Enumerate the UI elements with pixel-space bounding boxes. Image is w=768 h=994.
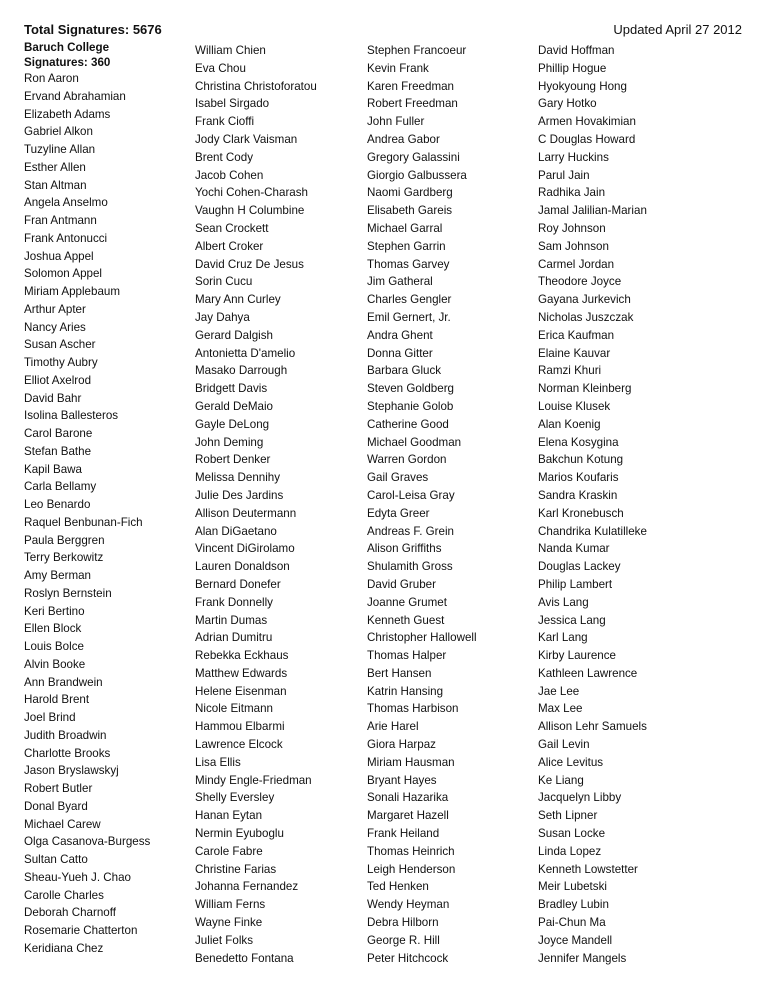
signatory-name: Kenneth Lowstetter bbox=[538, 862, 638, 876]
signatory-name: Radhika Jain bbox=[538, 186, 606, 200]
signatory-name: Isabel Sirgado bbox=[195, 97, 270, 111]
signatory-name: Johanna Fernandez bbox=[195, 880, 299, 894]
signatory-name: Michael Goodman bbox=[367, 435, 462, 449]
signatory-name: Robert Freedman bbox=[367, 97, 458, 111]
signatory-name: Carmel Jordan bbox=[538, 257, 615, 271]
signatory-name: Karl Lang bbox=[538, 631, 588, 645]
signatory-name: Susan Ascher bbox=[24, 338, 96, 352]
signatory-name: Carol Barone bbox=[24, 427, 93, 440]
signatory-name: David Bahr bbox=[24, 391, 82, 405]
signatory-name: Armen Hovakimian bbox=[538, 115, 636, 129]
signatory-name: Catherine Good bbox=[367, 417, 449, 431]
signatory-name: Shelly Eversley bbox=[195, 791, 275, 805]
signatory-name: Julie Des Jardins bbox=[195, 488, 284, 502]
signatory-name: Eva Chou bbox=[195, 61, 246, 75]
signatory-name: Gayle DeLong bbox=[195, 417, 270, 431]
signature-column-3 bbox=[367, 42, 477, 967]
signatory-name: Donal Byard bbox=[24, 799, 88, 813]
signatory-name: Louis Bolce bbox=[24, 640, 84, 653]
signatory-name: Roslyn Bernstein bbox=[24, 586, 112, 600]
signatory-name: Hammou Elbarmi bbox=[195, 720, 285, 734]
signatory-name: Joyce Mandell bbox=[538, 933, 613, 947]
signatory-name: Stephen Francoeur bbox=[367, 44, 467, 57]
signatory-name: Charles Gengler bbox=[367, 293, 452, 307]
signatory-name: Jamal Jalilian-Marian bbox=[538, 204, 647, 218]
signatory-name: Stephen Garrin bbox=[367, 239, 446, 253]
signatory-name: Gary Hotko bbox=[538, 97, 597, 111]
signatory-name: Sandra Kraskin bbox=[538, 488, 618, 502]
signature-column-1 bbox=[24, 40, 150, 958]
signatory-name: Vincent DiGirolamo bbox=[195, 542, 295, 556]
signatory-name: Jason Bryslawskyj bbox=[24, 764, 119, 778]
signatory-name: Jae Lee bbox=[538, 684, 580, 698]
signatory-name: Alan DiGaetano bbox=[195, 524, 277, 538]
signatory-name: David Cruz De Jesus bbox=[195, 257, 304, 271]
signatory-name: Philip Lambert bbox=[538, 577, 613, 591]
signatory-name: Carol-Leisa Gray bbox=[367, 488, 455, 502]
signatory-name: Esther Allen bbox=[24, 160, 86, 174]
signatory-name: Kathleen Lawrence bbox=[538, 666, 638, 680]
signatory-name: Sheau-Yueh J. Chao bbox=[24, 870, 131, 884]
signatory-name: Ke Liang bbox=[538, 773, 584, 787]
signatory-name: C Douglas Howard bbox=[538, 132, 636, 146]
signatory-name: Emil Gernert, Jr. bbox=[367, 310, 451, 324]
signatory-name: Nermin Eyuboglu bbox=[195, 827, 284, 841]
signatory-name: Kevin Frank bbox=[367, 61, 429, 75]
signatory-name: Meir Lubetski bbox=[538, 880, 607, 894]
signatory-name: Gabriel Alkon bbox=[24, 125, 93, 139]
signatory-name: William Chien bbox=[195, 44, 266, 57]
signatory-name: Mary Ann Curley bbox=[195, 293, 281, 307]
signatory-name: Wayne Finke bbox=[195, 916, 263, 930]
signatory-name: Brent Cody bbox=[195, 150, 253, 164]
signatory-name: Carole Fabre bbox=[195, 844, 263, 858]
signatory-name: Olga Casanova-Burgess bbox=[24, 835, 151, 849]
signatory-name: Nicole Eitmann bbox=[195, 702, 273, 716]
signatory-name: Charlotte Brooks bbox=[24, 746, 111, 760]
signatory-name: Keri Bertino bbox=[24, 604, 85, 618]
signatory-name: Bakchun Kotung bbox=[538, 453, 624, 467]
signatory-name: Raquel Benbunan-Fich bbox=[24, 515, 143, 529]
signatory-name: Kenneth Guest bbox=[367, 613, 445, 627]
signatory-name: Helene Eisenman bbox=[195, 684, 287, 698]
signatory-name: Louise Klusek bbox=[538, 399, 611, 413]
signatory-name: Sorin Cucu bbox=[195, 275, 253, 289]
signatory-name: Isolina Ballesteros bbox=[24, 409, 119, 423]
signatory-name: Amy Berman bbox=[24, 569, 92, 582]
signatory-name: Steven Goldberg bbox=[367, 382, 455, 396]
signatory-name: Elisabeth Gareis bbox=[367, 204, 453, 218]
total-signatures: Total Signatures: 5676 bbox=[24, 22, 162, 37]
signatory-name: Thomas Heinrich bbox=[367, 844, 455, 858]
signature-list bbox=[367, 42, 477, 967]
signatory-name: Phillip Hogue bbox=[538, 61, 607, 75]
signatory-name: Juliet Folks bbox=[195, 933, 253, 947]
signatory-name: Erica Kaufman bbox=[538, 328, 615, 342]
signatory-name: Mindy Engle-Friedman bbox=[195, 773, 312, 787]
signatory-name: Martin Dumas bbox=[195, 613, 268, 627]
signatory-name: Jim Gatheral bbox=[367, 275, 433, 289]
signatory-name: Sonali Hazarika bbox=[367, 791, 449, 805]
signatory-name: Sultan Catto bbox=[24, 853, 88, 866]
signatory-name: Judith Broadwin bbox=[24, 728, 107, 742]
signatory-name: Norman Kleinberg bbox=[538, 382, 632, 396]
signatory-name: Giora Harpaz bbox=[367, 738, 436, 752]
signatory-name: Jessica Lang bbox=[538, 613, 606, 627]
signatory-name: Linda Lopez bbox=[538, 844, 602, 858]
signatory-name: Warren Gordon bbox=[367, 453, 447, 467]
signatory-name: Robert Butler bbox=[24, 782, 93, 795]
signatory-name: Gail Graves bbox=[367, 471, 429, 485]
signature-list bbox=[24, 70, 150, 958]
signatory-name: Stephanie Golob bbox=[367, 399, 454, 413]
signatory-name: David Gruber bbox=[367, 577, 436, 591]
signature-column-4 bbox=[538, 42, 647, 967]
signatory-name: Christopher Hallowell bbox=[367, 631, 477, 645]
signatory-name: Terry Berkowitz bbox=[24, 551, 104, 565]
signatory-name: Ron Aaron bbox=[24, 72, 79, 85]
college-name: Baruch College bbox=[24, 41, 110, 54]
signature-column-2 bbox=[195, 42, 317, 967]
signatory-name: Albert Croker bbox=[195, 239, 264, 253]
signatory-name: Lisa Ellis bbox=[195, 755, 241, 769]
signatory-name: Deborah Charnoff bbox=[24, 906, 116, 920]
signatory-name: Thomas Harbison bbox=[367, 702, 459, 716]
signatory-name: Debra Hilborn bbox=[367, 916, 439, 930]
signatory-name: Timothy Aubry bbox=[24, 356, 98, 369]
signatory-name: Bernard Donefer bbox=[195, 577, 281, 591]
signatory-name: Hanan Eytan bbox=[195, 809, 263, 823]
signatory-name: Nancy Aries bbox=[24, 320, 86, 334]
signatory-name: Miriam Applebaum bbox=[24, 285, 121, 298]
signatory-name: Christine Farias bbox=[195, 862, 277, 876]
signatory-name: Bradley Lubin bbox=[538, 898, 609, 912]
signatory-name: Alan Koenig bbox=[538, 417, 601, 431]
signatory-name: Nanda Kumar bbox=[538, 542, 610, 556]
signatory-name: Edyta Greer bbox=[367, 506, 430, 520]
signatory-name: Kirby Laurence bbox=[538, 649, 616, 663]
signatory-name: Ervand Abrahamian bbox=[24, 89, 126, 103]
signatory-name: Pai-Chun Ma bbox=[538, 916, 606, 930]
signatory-name: Stefan Bathe bbox=[24, 444, 92, 458]
signatory-name: Jennifer Mangels bbox=[538, 951, 627, 965]
signatory-name: Leigh Henderson bbox=[367, 862, 456, 876]
signatory-name: Carolle Charles bbox=[24, 888, 104, 902]
signatory-name: Arthur Apter bbox=[24, 302, 86, 316]
updated-date: Updated April 27 2012 bbox=[613, 22, 742, 37]
signatory-name: Kapil Bawa bbox=[24, 462, 83, 476]
signatory-name: Elliot Axelrod bbox=[24, 373, 92, 387]
signatory-name: Douglas Lackey bbox=[538, 560, 621, 574]
signatory-name: Miriam Hausman bbox=[367, 755, 455, 769]
signatory-name: Benedetto Fontana bbox=[195, 951, 294, 965]
signatory-name: Ann Brandwein bbox=[24, 675, 103, 689]
signatory-name: Melissa Dennihy bbox=[195, 471, 281, 485]
signatory-name: Gregory Galassini bbox=[367, 150, 460, 164]
signatory-name: Gayana Jurkevich bbox=[538, 293, 631, 307]
signatory-name: Masako Darrough bbox=[195, 364, 288, 378]
signatory-name: Margaret Hazell bbox=[367, 809, 449, 823]
signatory-name: Roy Johnson bbox=[538, 221, 606, 235]
signatory-name: Leo Benardo bbox=[24, 498, 91, 511]
signatory-name: Harold Brent bbox=[24, 693, 90, 707]
signatory-name: Alice Levitus bbox=[538, 755, 604, 769]
signatory-name: Bridgett Davis bbox=[195, 382, 268, 396]
signatory-name: Frank Donnelly bbox=[195, 595, 273, 609]
signatory-name: Sean Crockett bbox=[195, 221, 269, 235]
signatory-name: Gerard Dalgish bbox=[195, 328, 273, 342]
signatory-name: Giorgio Galbussera bbox=[367, 168, 467, 182]
signatory-name: Hyokyoung Hong bbox=[538, 79, 627, 93]
signatory-name: Michael Garral bbox=[367, 221, 443, 235]
signatory-name: Paula Berggren bbox=[24, 533, 105, 547]
signatory-name: John Fuller bbox=[367, 115, 425, 129]
signatory-name: Katrin Hansing bbox=[367, 684, 444, 698]
signatory-name: Solomon Appel bbox=[24, 267, 102, 281]
signatory-name: Allison Deutermann bbox=[195, 506, 297, 520]
signatory-name: Allison Lehr Samuels bbox=[538, 720, 647, 734]
signatory-name: Elaine Kauvar bbox=[538, 346, 611, 360]
signatory-name: Joel Brind bbox=[24, 711, 76, 724]
signatory-name: Christina Christoforatou bbox=[195, 79, 317, 93]
signatory-name: Larry Huckins bbox=[538, 150, 609, 164]
signatory-name: Elizabeth Adams bbox=[24, 107, 111, 121]
signatory-name: Jody Clark Vaisman bbox=[195, 132, 298, 146]
signatory-name: Lawrence Elcock bbox=[195, 738, 283, 752]
signatory-name: Carla Bellamy bbox=[24, 480, 97, 494]
signatory-name: Max Lee bbox=[538, 702, 583, 716]
signatory-name: Thomas Halper bbox=[367, 649, 447, 663]
signatory-name: Avis Lang bbox=[538, 595, 589, 609]
signatory-name: Karen Freedman bbox=[367, 79, 454, 93]
signatory-name: Joanne Grumet bbox=[367, 595, 447, 609]
signatory-name: Adrian Dumitru bbox=[195, 631, 273, 645]
signatory-name: Jay Dahya bbox=[195, 310, 250, 324]
signatory-name: Gail Levin bbox=[538, 738, 590, 752]
signatory-name: Keridiana Chez bbox=[24, 941, 104, 955]
signatory-name: Tuzyline Allan bbox=[24, 143, 96, 156]
signatory-name: Thomas Garvey bbox=[367, 257, 450, 271]
signatory-name: Susan Locke bbox=[538, 827, 606, 841]
signatory-name: Wendy Heyman bbox=[367, 898, 450, 912]
signature-list bbox=[538, 42, 647, 967]
signatory-name: Peter Hitchcock bbox=[367, 951, 449, 965]
signatory-name: Angela Anselmo bbox=[24, 196, 108, 210]
signatory-name: Stan Altman bbox=[24, 178, 87, 192]
signatory-name: Frank Cioffi bbox=[195, 115, 255, 129]
signatory-name: Frank Antonucci bbox=[24, 231, 108, 245]
signatory-name: Matthew Edwards bbox=[195, 666, 288, 680]
signature-list bbox=[195, 42, 317, 967]
signatory-name: Lauren Donaldson bbox=[195, 560, 290, 574]
signatory-name: Andra Ghent bbox=[367, 328, 433, 342]
signatory-name: Theodore Joyce bbox=[538, 275, 622, 289]
signatory-name: Nicholas Juszczak bbox=[538, 310, 634, 324]
signatory-name: Ramzi Khuri bbox=[538, 364, 602, 378]
signatory-name: Barbara Gluck bbox=[367, 364, 442, 378]
signatory-name: Michael Carew bbox=[24, 817, 101, 831]
signatory-name: Yochi Cohen-Charash bbox=[195, 186, 309, 200]
signatory-name: Marios Koufaris bbox=[538, 471, 619, 485]
signatory-name: Rebekka Eckhaus bbox=[195, 649, 289, 663]
signatory-name: Andreas F. Grein bbox=[367, 524, 454, 538]
signatory-name: Joshua Appel bbox=[24, 249, 94, 263]
college-signature-count: Signatures: 360 bbox=[24, 56, 111, 69]
signatory-name: Chandrika Kulatilleke bbox=[538, 524, 647, 538]
signatory-name: Antonietta D'amelio bbox=[195, 346, 296, 360]
signatory-name: Seth Lipner bbox=[538, 809, 598, 823]
signatory-name: Andrea Gabor bbox=[367, 132, 440, 146]
signatory-name: David Hoffman bbox=[538, 44, 615, 57]
signatory-name: Robert Denker bbox=[195, 453, 271, 467]
signatory-name: Shulamith Gross bbox=[367, 560, 453, 574]
signatory-name: Bryant Hayes bbox=[367, 773, 437, 787]
signatory-name: Vaughn H Columbine bbox=[195, 204, 305, 218]
signatory-name: Fran Antmann bbox=[24, 214, 97, 227]
signatory-name: John Deming bbox=[195, 435, 264, 449]
signatory-name: Jacquelyn Libby bbox=[538, 791, 622, 805]
signatory-name: George R. Hill bbox=[367, 933, 440, 947]
signatory-name: Jacob Cohen bbox=[195, 168, 264, 182]
signatory-name: Alvin Booke bbox=[24, 657, 86, 671]
signatory-name: Bert Hansen bbox=[367, 666, 432, 680]
signatory-name: Rosemarie Chatterton bbox=[24, 924, 138, 937]
signatory-name: Donna Gitter bbox=[367, 346, 433, 360]
signatory-name: Elena Kosygina bbox=[538, 435, 619, 449]
signatory-name: Sam Johnson bbox=[538, 239, 609, 253]
signatory-name: Ted Henken bbox=[367, 880, 429, 894]
signatory-name: Alison Griffiths bbox=[367, 542, 442, 556]
signatory-name: Gerald DeMaio bbox=[195, 399, 273, 413]
signatory-name: Naomi Gardberg bbox=[367, 186, 453, 200]
signatory-name: Ellen Block bbox=[24, 622, 82, 636]
signatory-name: Karl Kronebusch bbox=[538, 506, 624, 520]
signatory-name: Parul Jain bbox=[538, 168, 590, 182]
signatory-name: William Ferns bbox=[195, 898, 266, 912]
signatory-name: Frank Heiland bbox=[367, 827, 440, 841]
signatory-name: Arie Harel bbox=[367, 720, 419, 734]
